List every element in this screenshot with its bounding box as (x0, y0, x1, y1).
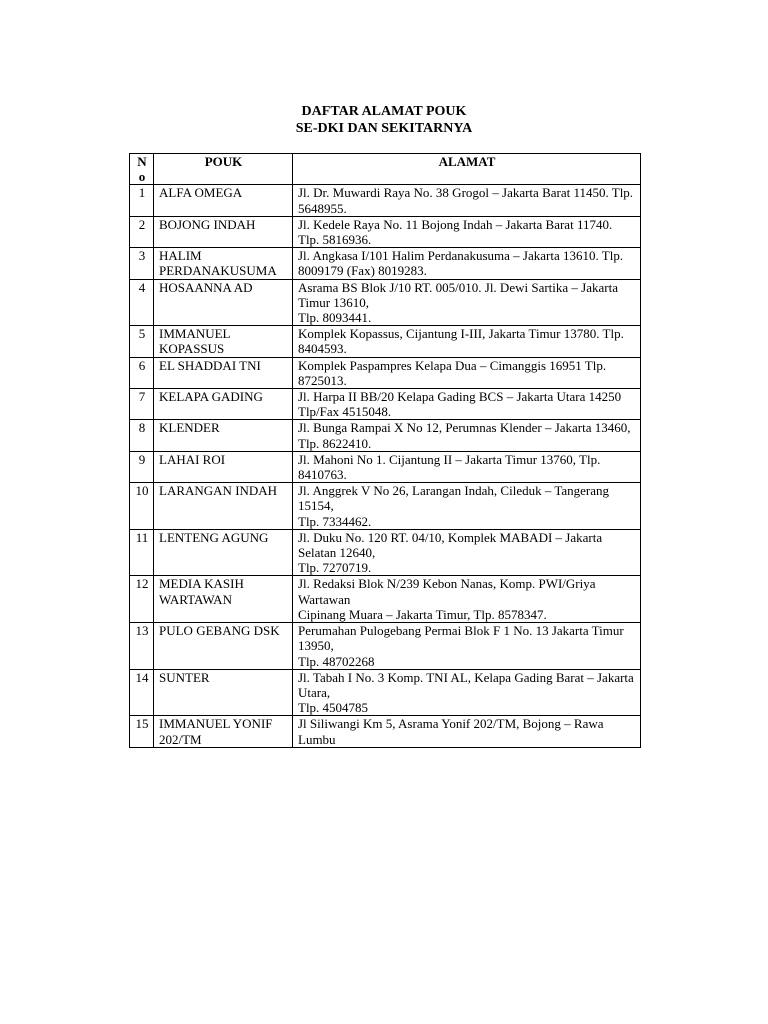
row-number: 1 (130, 185, 154, 216)
pouk-name: EL SHADDAI TNI (154, 357, 293, 388)
address-cell (293, 483, 641, 530)
table-row (130, 389, 641, 420)
row-number: 6 (130, 357, 154, 388)
table-row (130, 529, 641, 576)
address-cell (293, 623, 641, 670)
address-line: Tlp/Fax 4515048. (298, 404, 392, 420)
address-line: Jl. Dr. Muwardi Raya No. 38 Grogol – Jakarta Barat 11450. Tlp. 5648955. (298, 185, 634, 216)
address-line: Jl. Harpa II BB/20 Kelapa Gading BCS – Jakarta Utara 14250 (298, 389, 622, 405)
address-cell (293, 279, 641, 326)
table-row (130, 326, 641, 357)
row-number: 15 (130, 716, 154, 747)
address-line: Tlp. 7334462. (298, 513, 372, 529)
address-line: Jl. Bunga Rampai X No 12, Perumnas Klender – Jakarta 13460, Tlp. 8622410. (298, 420, 631, 451)
address-cell (293, 420, 641, 451)
table-row (130, 357, 641, 388)
table-row (130, 185, 641, 216)
row-number: 7 (130, 389, 154, 420)
address-cell (293, 185, 641, 216)
address-line: Jl. Angkasa I/101 Halim Perdanakusuma – Jakarta 13610. Tlp. 8009179 (Fax) 8019283. (298, 248, 624, 279)
address-cell (293, 529, 641, 576)
pouk-name: MEDIA KASIH WARTAWAN (154, 576, 293, 623)
pouk-name: KLENDER (154, 420, 293, 451)
address-line: Cipinang Muara – Jakarta Timur, Tlp. 8578347. (298, 606, 547, 622)
table-row (130, 716, 641, 747)
row-number: 3 (130, 248, 154, 279)
address-cell (293, 216, 641, 247)
table-header-row (130, 154, 641, 185)
address-line: Jl. Kedele Raya No. 11 Bojong Indah – Jakarta Barat 11740. Tlp. 5816936. (298, 216, 613, 248)
address-cell (293, 389, 641, 420)
row-number: 8 (130, 420, 154, 451)
address-line: Jl. Duku No. 120 RT. 04/10, Komplek MABADI – Jakarta Selatan 12640, (298, 529, 603, 561)
address-line: Komplek Kopassus, Cijantung I-III, Jakarta Timur 13780. Tlp. 8404593. (298, 326, 624, 357)
table-row (130, 451, 641, 482)
pouk-name: IMMANUEL KOPASSUS (154, 326, 293, 357)
address-line: Tlp. 8093441. (298, 310, 372, 326)
address-line: Tlp. 48702268 (298, 653, 375, 669)
pouk-name: BOJONG INDAH (154, 216, 293, 247)
address-line: Tlp. 7270719. (298, 560, 372, 576)
address-line: Jl. Tabah I No. 3 Komp. TNI AL, Kelapa Gading Barat – Jakarta Utara, (298, 669, 634, 700)
row-number: 5 (130, 326, 154, 357)
pouk-name: SUNTER (154, 669, 293, 716)
pouk-name: ALFA OMEGA (154, 185, 293, 216)
row-number: 13 (130, 623, 154, 670)
pouk-name: LARANGAN INDAH (154, 483, 293, 530)
address-cell (293, 576, 641, 623)
table-row (130, 576, 641, 623)
row-number: 9 (130, 451, 154, 482)
address-line: Tlp. 4504785 (298, 700, 369, 716)
pouk-name: LAHAI ROI (154, 451, 293, 482)
table-row (130, 279, 641, 326)
address-table (129, 153, 641, 748)
row-number: 14 (130, 669, 154, 716)
address-line: Jl. Anggrek V No 26, Larangan Indah, Cileduk – Tangerang 15154, (298, 483, 610, 514)
table-row (130, 420, 641, 451)
pouk-name: KELAPA GADING (154, 389, 293, 420)
header-no: No (130, 154, 154, 185)
row-number: 4 (130, 279, 154, 326)
table-row (130, 248, 641, 279)
header-alamat: ALAMAT (293, 154, 641, 185)
pouk-name: HALIM PERDANAKUSUMA (154, 248, 293, 279)
row-number: 2 (130, 216, 154, 247)
table-row (130, 216, 641, 247)
pouk-name: PULO GEBANG DSK (154, 623, 293, 670)
table-row (130, 483, 641, 530)
header-pouk: POUK (154, 154, 293, 185)
pouk-name: HOSAANNA AD (154, 279, 293, 326)
address-cell (293, 716, 641, 747)
address-cell (293, 669, 641, 716)
address-cell (293, 451, 641, 482)
row-number: 12 (130, 576, 154, 623)
table-row (130, 623, 641, 670)
row-number: 10 (130, 483, 154, 530)
address-cell (293, 248, 641, 279)
table-row (130, 669, 641, 716)
document-title-line-2: SE-DKI DAN SEKITARNYA (295, 121, 473, 136)
document-title-line-1: DAFTAR ALAMAT POUK (301, 104, 467, 119)
pouk-name: IMMANUEL YONIF 202/TM (154, 716, 293, 747)
address-cell (293, 326, 641, 357)
address-line: Jl. Mahoni No 1. Cijantung II – Jakarta Timur 13760, Tlp. 8410763. (298, 451, 601, 483)
address-line: Jl. Redaksi Blok N/239 Kebon Nanas, Komp. PWI/Griya Wartawan (298, 576, 596, 607)
address-line: Komplek Paspampres Kelapa Dua – Cimanggis 16951 Tlp. 8725013. (298, 357, 607, 388)
address-line: Asrama BS Blok J/10 RT. 005/010. Jl. Dewi Sartika – Jakarta Timur 13610, (298, 279, 618, 310)
address-line: Jl Siliwangi Km 5, Asrama Yonif 202/TM, Bojong – Rawa Lumbu (298, 716, 604, 747)
table-body (130, 185, 641, 747)
address-cell (293, 357, 641, 388)
row-number: 11 (130, 529, 154, 576)
pouk-name: LENTENG AGUNG (154, 529, 293, 576)
address-line: Perumahan Pulogebang Permai Blok F 1 No. 13 Jakarta Timur 13950, (298, 623, 624, 654)
